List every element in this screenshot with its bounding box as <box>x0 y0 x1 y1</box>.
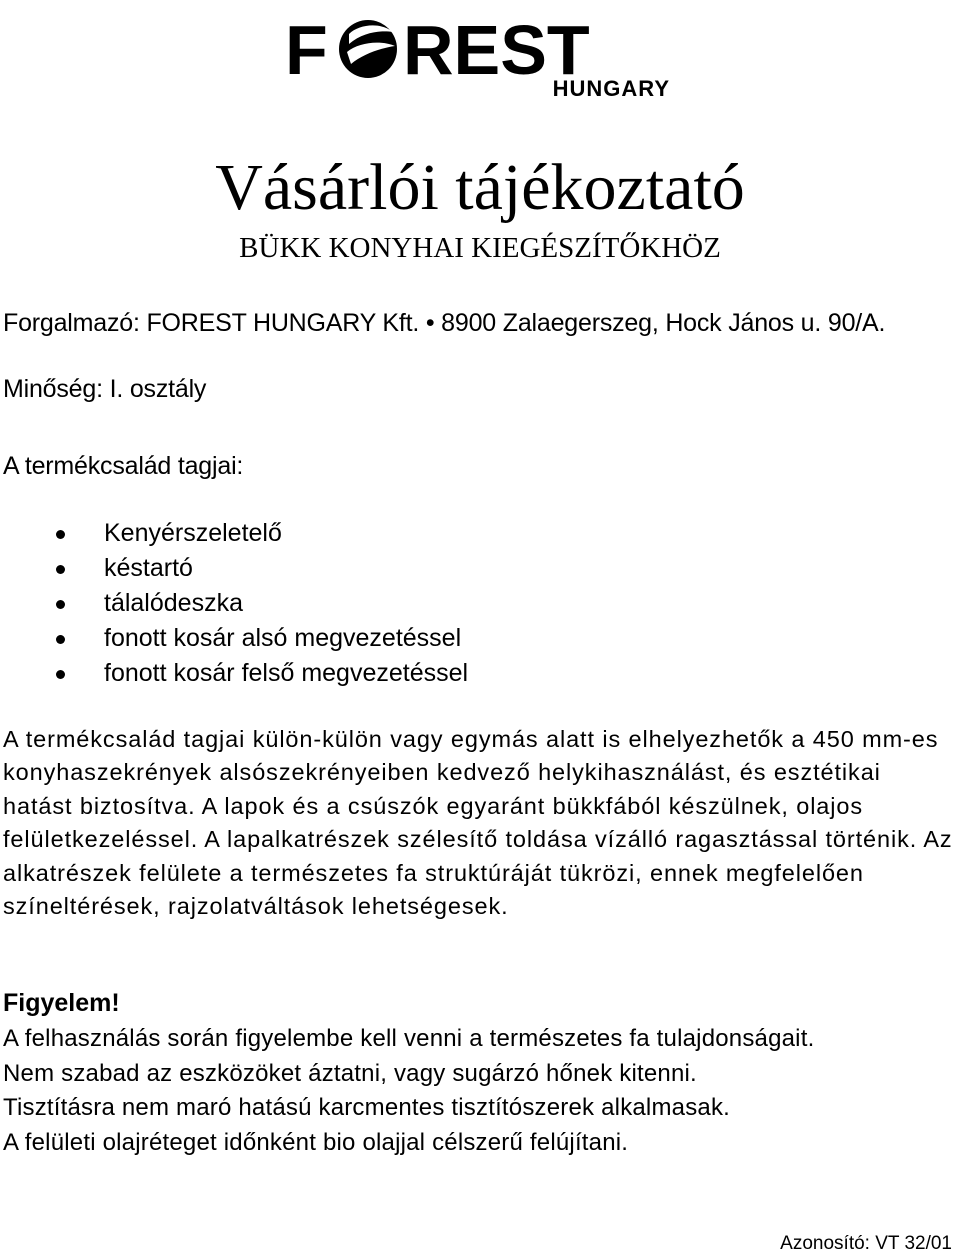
quality-line: Minőség: I. osztály <box>3 375 207 403</box>
product-family-heading: A termékcsalád tagjai: <box>3 452 244 480</box>
list-item-label: Kenyérszeletelő <box>104 519 282 547</box>
document-identifier: Azonosító: VT 32/01 <box>780 1233 952 1254</box>
list-item <box>0 551 468 586</box>
warning-line: A felhasználás során figyelembe kell venni a természetes fa tulajdonságait. <box>3 1025 815 1052</box>
forest-hungary-logo <box>285 14 675 98</box>
list-item <box>0 586 468 621</box>
warning-lines <box>3 1022 814 1160</box>
ball-icon <box>339 20 397 78</box>
warning-line: A felületi olajréteget időnként bio olajjal célszerű felújítani. <box>3 1128 629 1156</box>
list-item-label: késtartó <box>104 554 193 582</box>
logo-letter-f: F <box>285 14 328 89</box>
bullet-icon <box>56 565 65 574</box>
list-item <box>0 656 468 691</box>
logo-word-rest: REST <box>403 14 590 89</box>
page-subtitle: BÜKK KONYHAI KIEGÉSZÍTŐKHÖZ <box>239 232 721 264</box>
page-title: Vásárlói tájékoztató <box>215 151 745 224</box>
bullet-icon <box>56 635 65 644</box>
list-item-label: tálalódeszka <box>104 589 243 617</box>
bullet-icon <box>56 670 65 679</box>
description-paragraph: A termékcsalád tagjai külön-külön vagy egymás alatt is elhelyezhetők a 450 mm-es konyhaszekrények alsószekrényeiben kedvező helykihasználást, és esztétikai hatást biztosítva. A lapok és a csúszók egyaránt bükkfából készülnek, olajos felületkezeléssel. A lapalkatrészek szélesítő toldása vízálló ragasztással történik. Az alkatrészek felülete a természetes fa struktúráját tükrözi, ennek megfelelően színeltérések, rajzolatváltások lehetségesek. <box>3 726 953 920</box>
list-item <box>0 516 468 551</box>
logo-graphic <box>285 14 675 98</box>
warning-line: Tisztításra nem maró hatású karcmentes tisztítószerek alkalmasak. <box>3 1094 731 1121</box>
warning-heading: Figyelem! <box>3 989 120 1017</box>
list-item-label: fonott kosár felső megvezetéssel <box>104 659 469 687</box>
bullet-icon <box>56 530 65 539</box>
bullet-icon <box>56 600 65 609</box>
logo-word-hungary: HUNGARY <box>552 76 670 98</box>
warning-line: Nem szabad az eszközöket áztatni, vagy sugárzó hőnek kitenni. <box>3 1059 697 1087</box>
list-item-label: fonott kosár alsó megvezetéssel <box>104 624 462 652</box>
product-family-list <box>0 516 468 691</box>
list-item <box>0 621 468 656</box>
distributor-line: Forgalmazó: FOREST HUNGARY Kft. • 8900 Zalaegerszeg, Hock János u. 90/A. <box>3 309 886 337</box>
